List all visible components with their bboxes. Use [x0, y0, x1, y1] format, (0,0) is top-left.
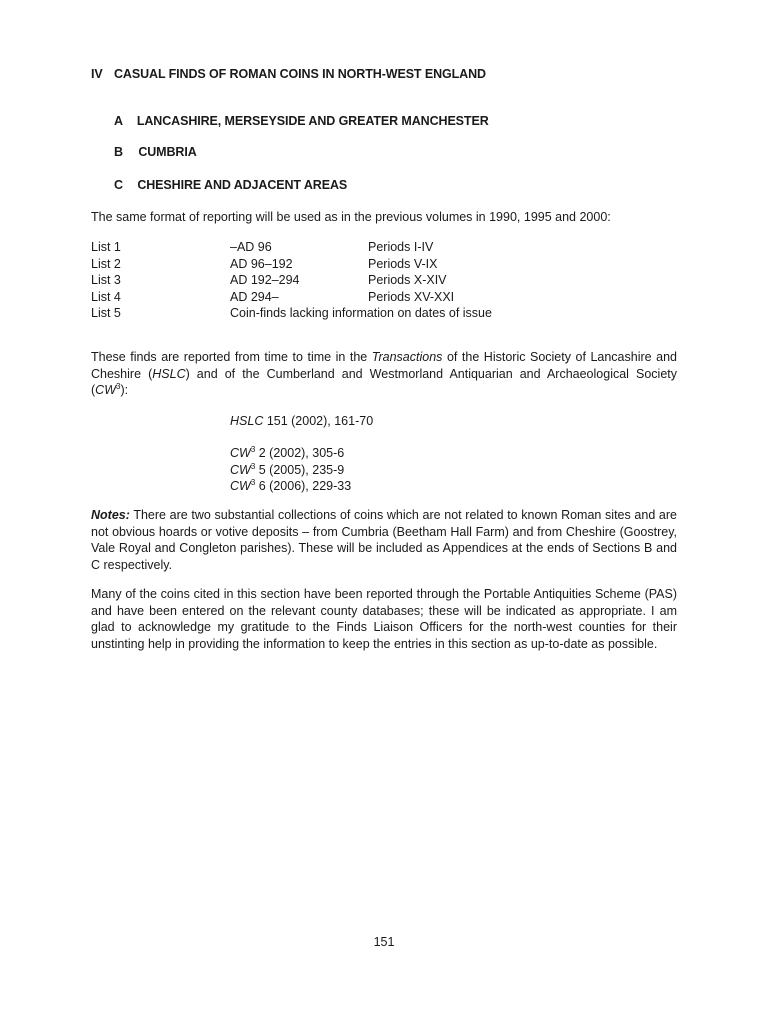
cw-superscript: 3	[116, 382, 121, 391]
list-row	[91, 305, 691, 322]
list-periods: Periods I-IV	[368, 240, 434, 254]
ref-sup: 3	[250, 478, 256, 487]
subsection-a	[114, 113, 489, 130]
list-range: AD 192–294	[230, 273, 300, 287]
section-number: IV	[91, 67, 103, 81]
list-range: –AD 96	[230, 240, 272, 254]
ref-cw-list	[230, 445, 351, 495]
list-table	[91, 239, 691, 323]
ref-abbr: CW	[230, 462, 251, 477]
list-row	[91, 272, 691, 289]
notes-label: Notes:	[91, 508, 130, 522]
ref-sup: 3	[250, 461, 256, 471]
list-name: List 3	[91, 273, 121, 287]
reported-text: ) and of the Cumberland and Westmorland Antiquarian and Archaeological Society (	[91, 366, 677, 397]
transactions-title: Transactions	[371, 350, 443, 364]
ref-abbr: HSLC	[230, 414, 264, 428]
list-name: List 2	[91, 256, 121, 271]
list-row	[91, 256, 691, 273]
subsection-letter: B	[114, 145, 123, 159]
list-name: List 1	[91, 240, 121, 254]
ref-text: 151 (2002), 161-70	[263, 414, 374, 428]
reported-paragraph	[91, 349, 677, 399]
list-periods: Periods X-XIV	[368, 273, 447, 287]
list-periods: Periods XV-XXI	[368, 289, 455, 304]
list-range: Coin-finds lacking information on dates of issue	[230, 306, 492, 320]
ref-cw	[230, 445, 351, 462]
notes-paragraph	[91, 507, 677, 573]
ref-sup: 3	[250, 445, 256, 454]
ref-cw	[230, 462, 351, 479]
ref-abbr: CW	[230, 446, 251, 460]
pas-paragraph: Many of the coins cited in this section have been reported through the Portable Antiquities Scheme (PAS) and have been entered on the relevant county databases; these will be indicated as appropriate. I am glad to acknowledge my gratitude to the Finds Liaison Officers for the north-west counties for their unstinting help in providing the information to keep the entries in this section as up-to-date as possible.	[91, 587, 677, 651]
subsection-title: CHESHIRE AND ADJACENT AREAS	[137, 178, 348, 192]
subsection-b	[114, 144, 197, 161]
reported-text: ):	[120, 383, 129, 397]
subsection-letter: A	[114, 114, 123, 128]
intro-paragraph: The same format of reporting will be used as in the previous volumes in 1990, 1995 and 2000:	[91, 210, 611, 224]
ref-hslc	[230, 413, 373, 430]
cw-abbr: CW	[95, 383, 116, 397]
section-heading	[91, 66, 486, 83]
ref-abbr: CW	[230, 479, 251, 493]
subsection-title: LANCASHIRE, MERSEYSIDE AND GREATER MANCHESTER	[136, 114, 489, 128]
hslc-abbr: HSLC	[152, 366, 186, 381]
list-row	[91, 289, 691, 306]
subsection-letter: C	[114, 178, 123, 192]
ref-cw	[230, 478, 351, 495]
list-name: List 5	[91, 306, 121, 320]
subsection-title: CUMBRIA	[138, 145, 197, 159]
list-range: AD 294–	[230, 289, 279, 304]
ref-text: 5 (2005), 235-9	[255, 462, 345, 477]
reported-text: These finds are reported from time to time in the	[91, 350, 372, 364]
ref-text: 2 (2002), 305-6	[255, 446, 345, 460]
list-row	[91, 239, 691, 256]
list-periods: Periods V-IX	[368, 256, 438, 271]
reported-text: of the Historic Society of Lancashire and Cheshire (	[91, 350, 677, 381]
notes-text: There are two substantial collections of coins which are not related to known Roman sites and are not obvious hoards or votive deposits – from Cumbria (Beetham Hall Farm) and from Cheshire (Goostrey, Vale Royal and Congleton parishes). These will be included as Appendices at the ends of Sections B and C respectively.	[91, 508, 677, 572]
section-title: CASUAL FINDS OF ROMAN COINS IN NORTH-WEST ENGLAND	[114, 67, 486, 81]
list-range: AD 96–192	[230, 256, 293, 271]
ref-text: 6 (2006), 229-33	[255, 479, 352, 493]
list-name: List 4	[91, 289, 121, 304]
page-number: 151	[373, 935, 395, 949]
subsection-c	[114, 177, 347, 194]
